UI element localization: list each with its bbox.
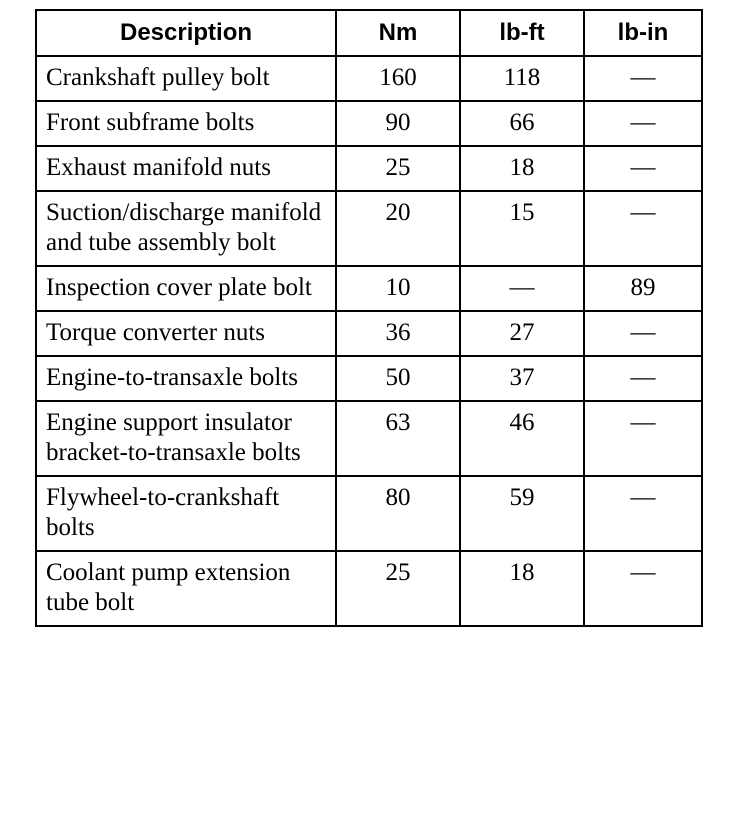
cell-lb-ft: 59 <box>460 476 584 551</box>
cell-lb-in: 89 <box>584 266 702 311</box>
cell-lb-ft: 118 <box>460 56 584 101</box>
cell-lb-ft: 66 <box>460 101 584 146</box>
cell-nm: 50 <box>336 356 460 401</box>
cell-lb-in: — <box>584 476 702 551</box>
cell-description: Exhaust manifold nuts <box>36 146 336 191</box>
cell-lb-ft: 27 <box>460 311 584 356</box>
cell-lb-ft: 18 <box>460 146 584 191</box>
table-row <box>36 476 702 551</box>
cell-lb-in: — <box>584 101 702 146</box>
cell-description: Inspection cover plate bolt <box>36 266 336 311</box>
header-lb-ft: lb-ft <box>460 10 584 56</box>
table-row <box>36 401 702 476</box>
table-row <box>36 266 702 311</box>
cell-nm: 63 <box>336 401 460 476</box>
cell-lb-ft: 37 <box>460 356 584 401</box>
cell-description: Suction/discharge manifold and tube assembly bolt <box>36 191 336 266</box>
cell-nm: 10 <box>336 266 460 311</box>
table-row <box>36 551 702 626</box>
cell-lb-in: — <box>584 146 702 191</box>
cell-lb-ft: 46 <box>460 401 584 476</box>
cell-nm: 25 <box>336 146 460 191</box>
cell-nm: 36 <box>336 311 460 356</box>
cell-lb-in: — <box>584 356 702 401</box>
cell-lb-in: — <box>584 56 702 101</box>
table-row <box>36 356 702 401</box>
cell-lb-in: — <box>584 311 702 356</box>
table-row <box>36 56 702 101</box>
cell-description: Engine support insulator bracket-to-transaxle bolts <box>36 401 336 476</box>
cell-nm: 90 <box>336 101 460 146</box>
cell-description: Crankshaft pulley bolt <box>36 56 336 101</box>
cell-description: Engine-to-transaxle bolts <box>36 356 336 401</box>
cell-nm: 25 <box>336 551 460 626</box>
table-row <box>36 146 702 191</box>
header-nm: Nm <box>336 10 460 56</box>
cell-description: Front subframe bolts <box>36 101 336 146</box>
cell-nm: 160 <box>336 56 460 101</box>
cell-description: Flywheel-to-crankshaft bolts <box>36 476 336 551</box>
table-row <box>36 191 702 266</box>
cell-lb-ft: 15 <box>460 191 584 266</box>
table-header-row <box>36 10 702 56</box>
torque-specification-table <box>35 9 703 627</box>
cell-nm: 20 <box>336 191 460 266</box>
table-row <box>36 311 702 356</box>
cell-lb-ft: — <box>460 266 584 311</box>
cell-lb-in: — <box>584 551 702 626</box>
cell-description: Coolant pump extension tube bolt <box>36 551 336 626</box>
header-description: Description <box>36 10 336 56</box>
cell-description: Torque converter nuts <box>36 311 336 356</box>
cell-lb-ft: 18 <box>460 551 584 626</box>
table-row <box>36 101 702 146</box>
cell-nm: 80 <box>336 476 460 551</box>
cell-lb-in: — <box>584 401 702 476</box>
cell-lb-in: — <box>584 191 702 266</box>
header-lb-in: lb-in <box>584 10 702 56</box>
